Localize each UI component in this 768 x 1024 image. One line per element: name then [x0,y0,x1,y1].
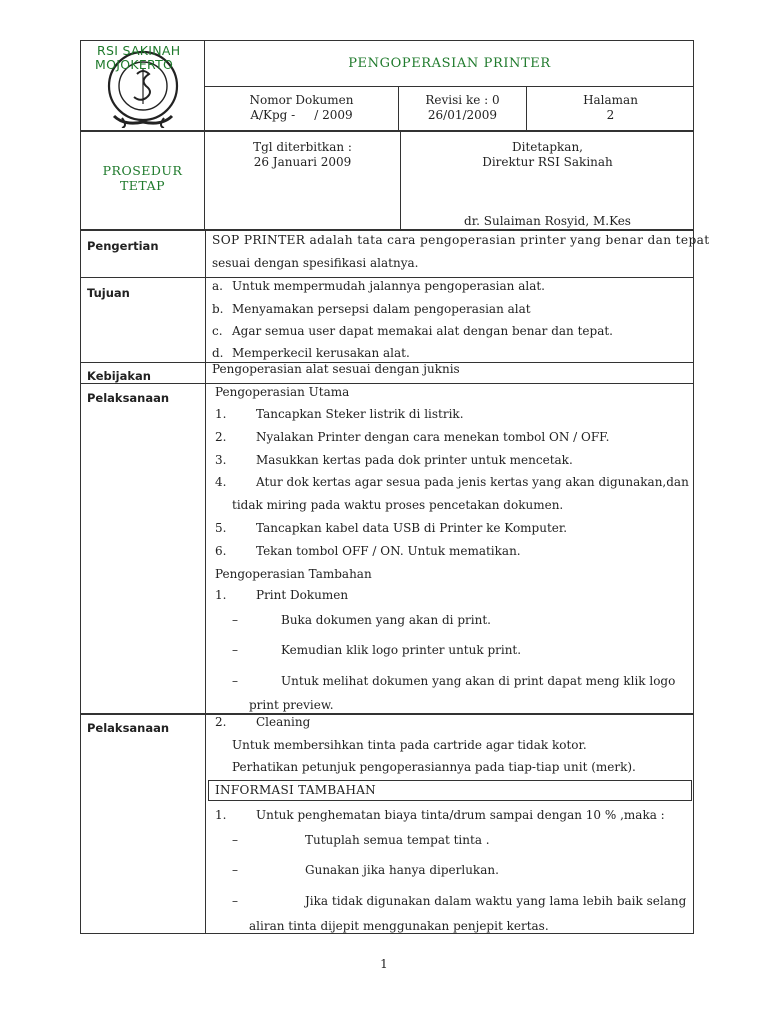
info-title: Untuk penghematan biaya tinta/drum sampai dengan 10 % ,maka : [256,808,665,822]
print-item-3: Untuk melihat dokumen yang akan di print dapat meng klik logo [281,674,676,688]
procedure-type-line1: PROSEDUR [102,163,183,178]
org-city: MOJOKERTO [95,57,174,72]
body-col-divider-2 [205,714,206,934]
revision-label: Revisi ke : 0 [425,93,500,107]
document-title: PENGOPERASIAN PRINTER [348,56,551,71]
pengertian-line1: SOP PRINTER adalah tata cara pengoperasian printer yang benar dan tepat [212,233,710,247]
pengertian-line2: sesuai dengan spesifikasi alatnya. [212,256,419,270]
extra-heading: Pengoperasian Tambahan [215,567,372,581]
step-marker-3: 3. [215,453,227,467]
print-title: Print Dokumen [256,588,349,602]
print-marker: 1. [215,588,227,602]
info-item-3-continued: aliran tinta dijepit menggunakan penjepit kertas. [249,919,549,933]
tujuan-marker-c: c. [212,324,223,338]
tujuan-item-a: Untuk mempermudah jalannya pengoperasian alat. [232,279,545,293]
cleaning-line2: Perhatikan petunjuk pengoperasiannya pada tiap-tiap unit (merk). [232,760,636,774]
tujuan-marker-d: d. [212,346,224,360]
approver-name: dr. Sulaiman Rosyid, M.Kes [464,214,631,228]
step-text-6: Tekan tombol OFF / ON. Untuk mematikan. [256,544,521,558]
main-heading: Pengoperasian Utama [215,385,350,399]
print-dash-2: – [232,643,238,657]
step-marker-4: 4. [215,475,227,489]
label-pelaksanaan-1: Pelaksanaan [87,391,170,405]
info-item-3: Jika tidak digunakan dalam waktu yang lama lebih baik selang [305,894,687,908]
step-text-2: Nyalakan Printer dengan cara menekan tombol ON / OFF. [256,430,610,444]
print-dash-3: – [232,674,238,688]
org-name: RSI SAKINAH [97,43,181,58]
cleaning-marker: 2. [215,715,227,729]
print-item-2: Kemudian klik logo printer untuk print. [281,643,522,657]
step-text-4-continued: tidak miring pada waktu proses pencetakan dokumen. [232,498,564,512]
step-text-5: Tancapkan kabel data USB di Printer ke Komputer. [256,521,568,535]
info-heading: INFORMASI TAMBAHAN [215,783,376,797]
tujuan-item-b: Menyamakan persepsi dalam pengoperasian alat [232,302,531,316]
approved-title: Direktur RSI Sakinah [482,155,613,169]
info-dash-2: – [232,863,238,877]
tujuan-item-c: Agar semua user dapat memakai alat dengan benar dan tepat. [232,324,613,338]
doc-number-value: A/Kpg - / 2009 [250,108,353,122]
tujuan-marker-a: a. [212,279,223,293]
info-dash-3: – [232,894,238,908]
kebijakan-text: Pengoperasian alat sesuai dengan juknis [212,362,460,376]
info-dash-1: – [232,833,238,847]
print-item-1: Buka dokumen yang akan di print. [281,613,491,627]
row-divider-3 [80,383,694,384]
header-divider-h1 [204,86,694,87]
step-text-3: Masukkan kertas pada dok printer untuk mencetak. [256,453,573,467]
issued-date: 26 Januari 2009 [253,155,352,169]
step-marker-5: 5. [215,521,227,535]
tujuan-item-d: Memperkecil kerusakan alat. [232,346,410,360]
doc-number-label: Nomor Dokumen [249,93,354,107]
info-marker: 1. [215,808,227,822]
step-marker-1: 1. [215,407,227,421]
page-value: 2 [606,108,615,122]
cleaning-line1: Untuk membersihkan tinta pada cartride agar tidak kotor. [232,738,587,752]
row-divider-1 [80,277,694,278]
step-text-4: Atur dok kertas agar sesua pada jenis kertas yang akan digunakan,dan [256,475,689,489]
print-dash-1: – [232,613,238,627]
cleaning-title: Cleaning [256,715,311,729]
step-marker-6: 6. [215,544,227,558]
info-item-2: Gunakan jika hanya diperlukan. [305,863,499,877]
label-kebijakan: Kebijakan [87,369,151,383]
approved-label: Ditetapkan, [511,140,583,154]
label-tujuan: Tujuan [87,286,130,300]
tujuan-marker-b: b. [212,302,224,316]
step-marker-2: 2. [215,430,227,444]
body-col-divider [205,230,206,714]
issued-label: Tgl diterbitkan : [253,140,352,154]
print-item-3-continued: print preview. [249,698,334,712]
label-pelaksanaan-2: Pelaksanaan [87,721,170,735]
page-label: Halaman [583,93,638,107]
step-text-1: Tancapkan Steker listrik di listrik. [256,407,464,421]
info-item-1: Tutuplah semua tempat tinta . [305,833,490,847]
procedure-type-line2: TETAP [119,178,166,193]
label-pengertian: Pengertian [87,239,159,253]
page-number: 1 [380,957,388,971]
revision-date: 26/01/2009 [427,108,498,122]
